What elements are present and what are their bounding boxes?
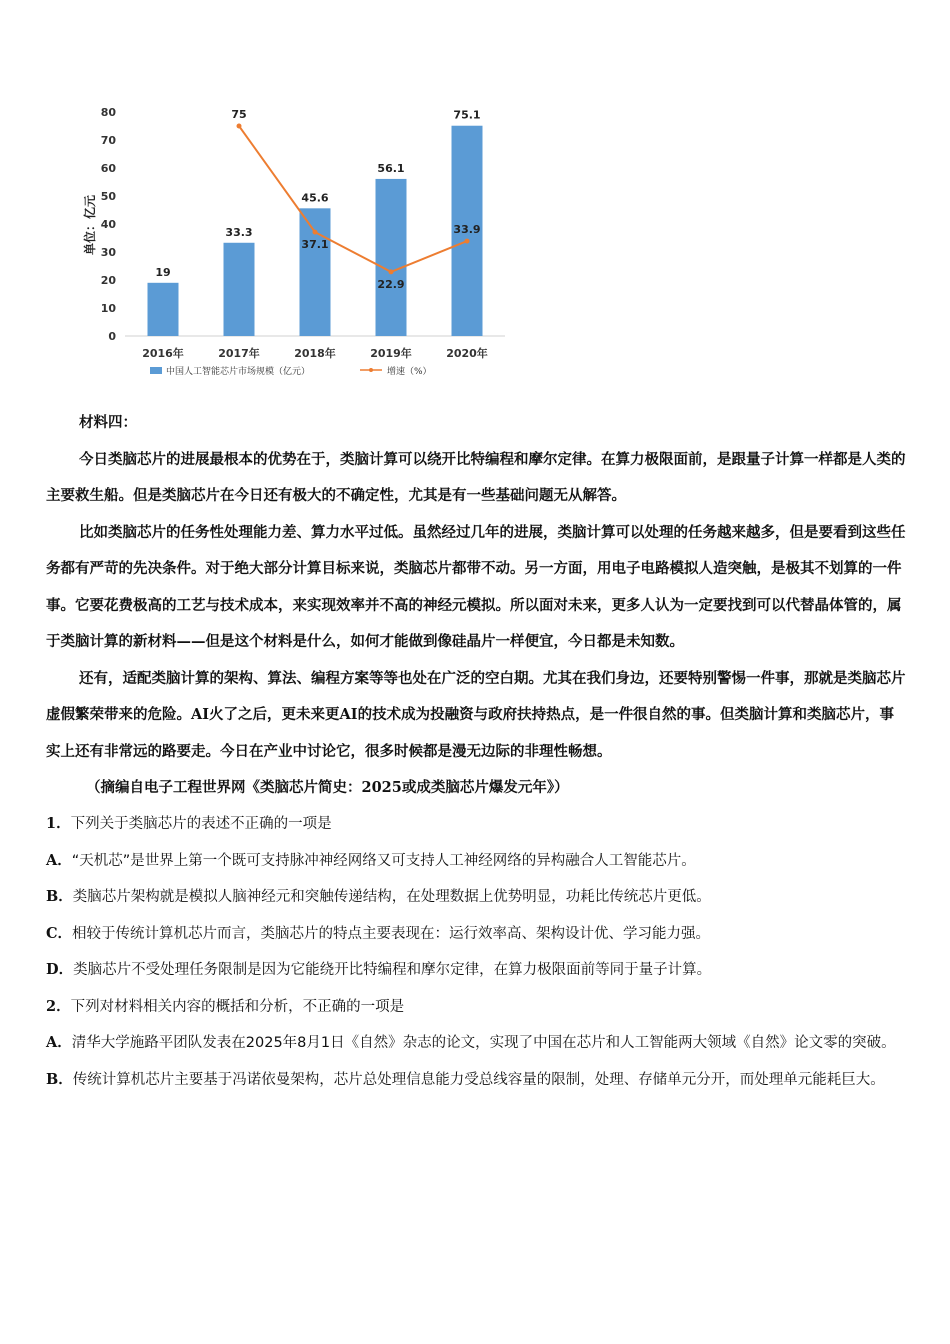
option-text: “天机芯”是世界上第一个既可支持脉冲神经网络又可支持人工神经网络的异构融合人工智能芯片。 (71, 852, 696, 869)
market-chart (60, 95, 530, 395)
y-tick-label: 0 (108, 330, 116, 343)
question-1 (46, 806, 908, 989)
legend-bar-swatch (150, 367, 162, 374)
option-a[interactable] (46, 1025, 908, 1062)
bar-value-label: 56.1 (377, 161, 405, 175)
option-text: 传统计算机芯片主要基于冯诺依曼架构，芯片总处理信息能力受总线容量的限制，处理、存储单元分开，而处理单元能耗巨大。 (72, 1071, 885, 1088)
line-value-labels (231, 108, 480, 291)
option-text: 类脑芯片不受处理任务限制是因为它能绕开比特编程和摩尔定律，在算力极限面前等同于量子计算。 (73, 962, 712, 978)
bar-value-label: 33.3 (225, 225, 253, 239)
bar (224, 243, 255, 336)
y-tick-label: 70 (100, 134, 116, 147)
option-d[interactable] (46, 952, 908, 989)
line-value-label: 37.1 (301, 238, 329, 252)
line-point (313, 230, 318, 235)
option-b[interactable] (46, 879, 908, 916)
question-text: 下列对材料相关内容的概括和分析，不正确的一项是 (70, 998, 405, 1015)
bar-value-label: 45.6 (301, 191, 329, 205)
option-label: A． (46, 1034, 72, 1051)
material-paragraph-2: 比如类脑芯片的任务性处理能力差、算力水平过低。虽然经过几年的进展，类脑计算可以处理的任务越来越多，但是要看到这些任务都有严苛的先决条件。对于绝大部分计算目标来说，类脑芯片都带不动。另一方面，用电子电路模拟人造突触，是极其不划算的一件事。它要花费极高的工艺与技术成本，来实现效率并不高的神经元模拟。所以面对未来，更多人认为一定要找到可以代替晶体管的，属于类脑计算的新材料——但是这个材料是什么，如何才能做到像硅晶片一样便宜，今日都是未知数。 (46, 523, 906, 650)
bar-value-label: 75.1 (453, 108, 481, 122)
question-text: 下列关于类脑芯片的表述不正确的一项是 (70, 816, 332, 832)
bar (148, 283, 179, 336)
material-paragraph-1: 今日类脑芯片的进展最根本的优势在于，类脑计算可以绕开比特编程和摩尔定律。在算力极限面前，是跟量子计算一样都是人类的主要救生船。但是类脑芯片在今日还有极大的不确定性，尤其是有一些基础问题无从解答。 (46, 450, 906, 504)
option-text: 类脑芯片架构就是模拟人脑神经元和突触传递结构，在处理数据上优势明显，功耗比传统芯片更低。 (72, 889, 711, 905)
question-2 (46, 989, 908, 1099)
x-tick-label: 2016年 (142, 347, 184, 360)
option-c[interactable] (46, 916, 908, 953)
option-text: 清华大学施路平团队发表在2025年8月1日《自然》杂志的论文，实现了中国在芯片和人工智能两大领域《自然》论文零的突破。 (71, 1035, 896, 1051)
option-b[interactable] (46, 1062, 908, 1099)
option-label: B． (46, 1070, 73, 1088)
y-axis-label: 单位：亿元 (83, 194, 97, 256)
option-label: B． (46, 888, 73, 905)
x-tick-label: 2019年 (370, 347, 412, 360)
y-tick-label: 80 (100, 106, 116, 119)
question-number: 2． (46, 997, 71, 1015)
line-point (465, 239, 470, 244)
bar (300, 208, 331, 336)
line-value-label: 33.9 (453, 223, 481, 237)
bar-value-label: 19 (155, 265, 171, 279)
x-tick-label: 2020年 (446, 347, 488, 360)
growth-line (239, 126, 467, 272)
y-tick-label: 30 (100, 246, 116, 259)
y-tick-label: 50 (100, 190, 116, 203)
y-tick-label: 10 (100, 302, 116, 315)
material-heading: 材料四： (79, 414, 137, 431)
legend-line-label: 增速（%） (387, 367, 432, 377)
option-text: 相较于传统计算机芯片而言，类脑芯片的特点主要表现在：运行效率高、架构设计优、学习能力强。 (72, 925, 711, 942)
y-tick-label: 20 (100, 274, 116, 287)
option-label: D． (46, 961, 74, 978)
bar (376, 179, 407, 336)
x-tick-label: 2017年 (218, 347, 260, 360)
option-a[interactable] (46, 843, 908, 880)
line-point (389, 269, 394, 274)
option-label: C． (46, 924, 73, 942)
question-stem (46, 989, 908, 1026)
legend (150, 365, 432, 377)
material-section (46, 405, 908, 1098)
x-tick-label: 2018年 (294, 347, 336, 360)
y-tick-label: 40 (100, 218, 116, 231)
question-stem (46, 806, 908, 843)
material-source: （摘编自电子工程世界网《类脑芯片简史：2025或成类脑芯片爆发元年》） (86, 779, 569, 796)
line-point (237, 124, 242, 129)
option-label: A． (46, 851, 72, 869)
legend-bar-label: 中国人工智能芯片市场规模（亿元） (166, 367, 311, 377)
line-value-label: 75 (231, 108, 247, 121)
legend-line-marker (369, 368, 373, 372)
x-axis-ticks (142, 346, 488, 360)
y-axis-ticks (101, 106, 117, 343)
growth-line-series (237, 124, 470, 275)
material-paragraph-3: 还有，适配类脑计算的架构、算法、编程方案等等也处在广泛的空白期。尤其在我们身边，还要特别警惕一件事，那就是类脑芯片虚假繁荣带来的危险。AI火了之后，更未来更AI的技术成为投融资与政府扶持热点，是一件很自然的事。但类脑计算和类脑芯片，事实上还有非常远的路要走。今日在产业中讨论它，很多时候都是漫无边际的非理性畅想。 (46, 669, 906, 760)
question-number: 1． (46, 815, 71, 832)
y-tick-label: 60 (100, 162, 116, 175)
line-value-label: 22.9 (377, 277, 405, 291)
